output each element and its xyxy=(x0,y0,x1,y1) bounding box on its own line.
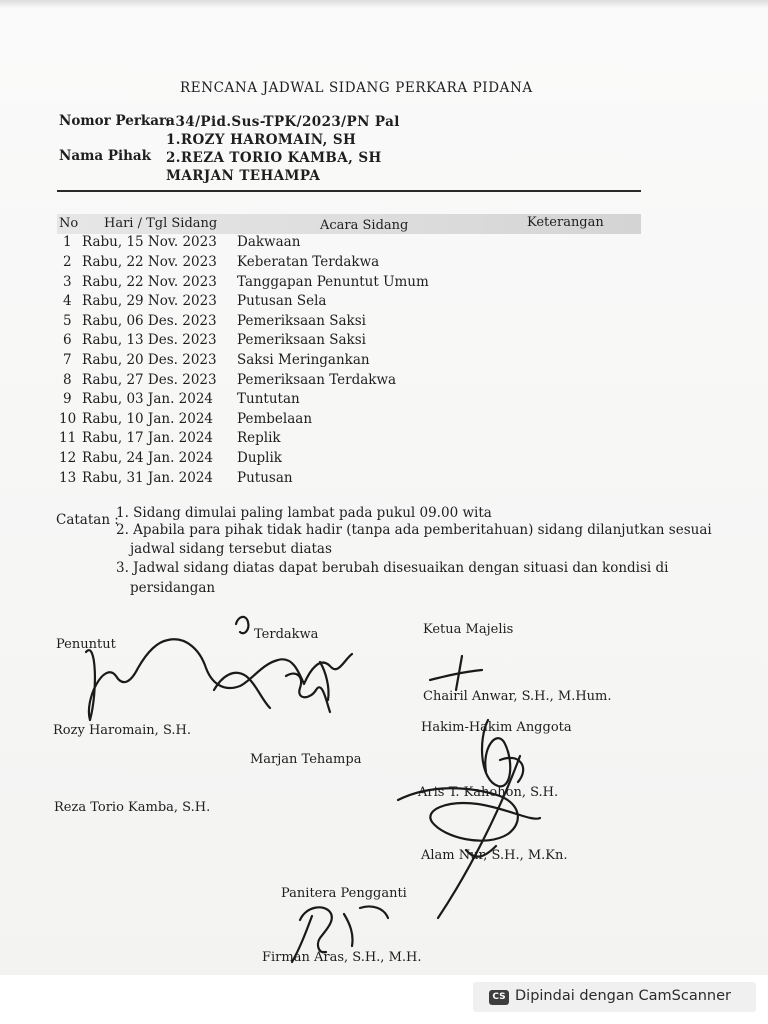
row-agenda: Tanggapan Penuntut Umum xyxy=(237,274,429,290)
row-no: 1 xyxy=(63,234,72,250)
note-2: 2. Apabila para pihak tidak hadir (tanpa ada pemberitahuan) sidang dilanjutkan sesuai xyxy=(116,522,712,538)
defendant-name: Marjan Tehampa xyxy=(250,752,362,767)
party-1: 1.ROZY HAROMAIN, SH xyxy=(166,132,357,148)
prosecutor-label: Penuntut xyxy=(56,637,116,652)
row-date: Rabu, 06 Des. 2023 xyxy=(82,313,217,329)
row-agenda: Dakwaan xyxy=(237,234,301,250)
document-title: RENCANA JADWAL SIDANG PERKARA PIDANA xyxy=(180,80,533,96)
row-date: Rabu, 29 Nov. 2023 xyxy=(82,293,217,309)
col-header-remarks: Keterangan xyxy=(527,215,604,230)
prosecutor-2-name: Reza Torio Kamba, S.H. xyxy=(54,800,211,815)
party-3: MARJAN TEHAMPA xyxy=(166,168,321,184)
row-no: 6 xyxy=(63,332,72,348)
prosecutor-signature-tail xyxy=(214,673,270,708)
row-agenda: Pembelaan xyxy=(237,411,313,427)
col-header-date: Hari / Tgl Sidang xyxy=(104,216,218,231)
note-1: 1. Sidang dimulai paling lambat pada pukul 09.00 wita xyxy=(116,505,492,521)
clerk-signature-stroke xyxy=(292,916,312,962)
row-date: Rabu, 03 Jan. 2024 xyxy=(82,391,214,407)
row-date: Rabu, 22 Nov. 2023 xyxy=(82,274,217,290)
row-no: 9 xyxy=(63,391,72,407)
member-judges-signature xyxy=(482,720,523,786)
row-date: Rabu, 24 Jan. 2024 xyxy=(82,450,214,466)
row-agenda: Duplik xyxy=(237,450,282,466)
row-agenda: Saksi Meringankan xyxy=(237,352,370,368)
row-agenda: Putusan Sela xyxy=(237,293,327,309)
row-date: Rabu, 22 Nov. 2023 xyxy=(82,254,217,270)
row-date: Rabu, 31 Jan. 2024 xyxy=(82,470,214,486)
row-agenda: Putusan xyxy=(237,470,293,486)
prosecutor-1-name: Rozy Haromain, S.H. xyxy=(53,723,191,738)
defendant-label: Terdakwa xyxy=(254,627,319,642)
col-header-agenda: Acara Sidang xyxy=(320,218,409,233)
row-no: 4 xyxy=(63,293,72,309)
clerk-signature xyxy=(300,906,388,952)
row-no: 3 xyxy=(63,274,72,290)
member-judge-1-name: Aris T. Kahohon, S.H. xyxy=(418,785,559,800)
row-agenda: Pemeriksaan Saksi xyxy=(237,313,366,329)
note-2-continued: jadwal sidang tersebut diatas xyxy=(130,541,332,557)
notes-label: Catatan : xyxy=(56,512,119,528)
row-agenda: Tuntutan xyxy=(237,391,300,407)
case-number-label: Nomor Perkara xyxy=(59,113,175,129)
row-date: Rabu, 27 Des. 2023 xyxy=(82,372,217,388)
row-agenda: Keberatan Terdakwa xyxy=(237,254,380,270)
member-judges-label: Hakim-Hakim Anggota xyxy=(421,720,572,735)
camscanner-text: Dipindai dengan CamScanner xyxy=(515,988,732,1004)
camscanner-watermark xyxy=(473,982,756,1012)
row-agenda: Pemeriksaan Terdakwa xyxy=(237,372,397,388)
member-judge-2-name: Alam Nur, S.H., M.Kn. xyxy=(421,848,568,863)
row-no: 8 xyxy=(63,372,72,388)
chief-judge-label: Ketua Majelis xyxy=(423,622,514,637)
row-no: 7 xyxy=(63,352,72,368)
row-no: 10 xyxy=(59,411,77,427)
member-judges-signature-loop xyxy=(398,788,540,840)
col-header-no: No xyxy=(59,216,79,231)
clerk-name: Firman Aras, S.H., M.H. xyxy=(262,950,422,965)
camscanner-logo-icon: CS xyxy=(489,990,509,1005)
row-date: Rabu, 13 Des. 2023 xyxy=(82,332,217,348)
row-date: Rabu, 17 Jan. 2024 xyxy=(82,430,214,446)
defendant-signature xyxy=(236,617,248,633)
defendant-signature-scribble xyxy=(286,662,330,712)
chief-judge-signature xyxy=(430,656,482,690)
case-number-value: : 34/Pid.Sus-TPK/2023/PN Pal xyxy=(165,114,400,130)
row-date: Rabu, 15 Nov. 2023 xyxy=(82,234,217,250)
clerk-label: Panitera Pengganti xyxy=(281,886,407,901)
parties-label: Nama Pihak xyxy=(59,148,152,164)
row-date: Rabu, 10 Jan. 2024 xyxy=(82,411,214,427)
note-3-continued: persidangan xyxy=(130,580,216,596)
row-agenda: Pemeriksaan Saksi xyxy=(237,332,366,348)
row-no: 5 xyxy=(63,313,72,329)
row-no: 13 xyxy=(59,470,77,486)
row-date: Rabu, 20 Des. 2023 xyxy=(82,352,217,368)
row-no: 11 xyxy=(59,430,77,446)
party-2: 2.REZA TORIO KAMBA, SH xyxy=(166,150,382,166)
row-no: 12 xyxy=(59,450,77,466)
chief-judge-name: Chairil Anwar, S.H., M.Hum. xyxy=(423,689,612,704)
prosecutor-signature xyxy=(86,639,352,720)
note-3: 3. Jadwal sidang diatas dapat berubah disesuaikan dengan situasi dan kondisi di xyxy=(116,560,669,576)
row-no: 2 xyxy=(63,254,72,270)
row-agenda: Replik xyxy=(237,430,281,446)
